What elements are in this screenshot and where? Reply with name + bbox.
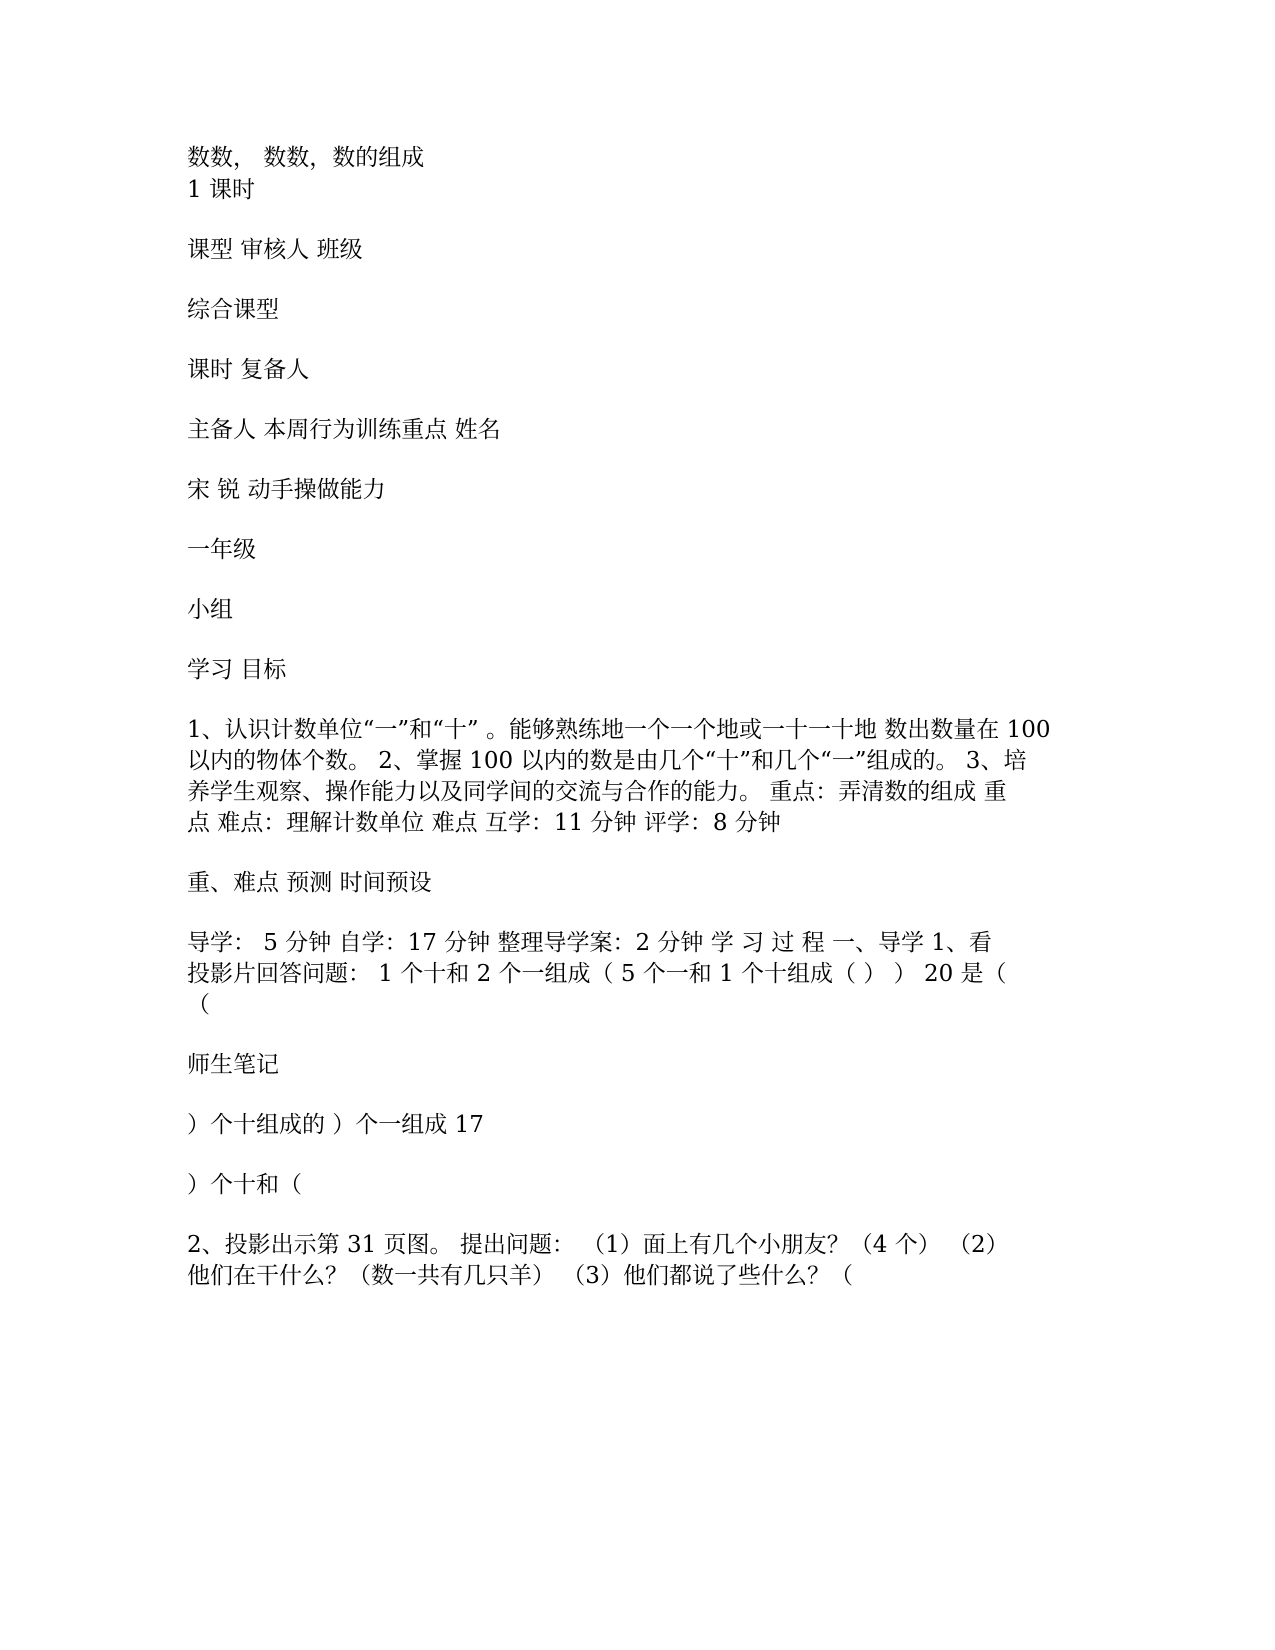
process-line: （ bbox=[187, 992, 210, 1018]
objectives-heading: 学习 目标 bbox=[187, 657, 287, 683]
objectives-line: 点 难点：理解计数单位 难点 互学：11 分钟 评学：8 分钟 bbox=[187, 810, 781, 836]
header-row-type-reviewer-class: 课型 审核人 班级 bbox=[187, 237, 363, 263]
objectives-line: 1、认识计数单位“一”和“十” 。能够熟练地一个一个地或一十一十地 数出数量在 100 bbox=[187, 717, 1051, 743]
grade: 一年级 bbox=[187, 537, 256, 563]
course-type: 综合课型 bbox=[187, 297, 279, 323]
header-row-main-preparer: 主备人 本周行为训练重点 姓名 bbox=[187, 417, 501, 443]
objectives-line: 养学生观察、操作能力以及同学间的交流与合作的能力。 重点：弄清数的组成 重 bbox=[187, 779, 1007, 805]
preparer-row: 宋 锐 动手操做能力 bbox=[187, 477, 386, 503]
key-points-heading: 重、难点 预测 时间预设 bbox=[187, 870, 432, 896]
objectives-line: 以内的物体个数。 2、掌握 100 以内的数是由几个“十”和几个“一”组成的。 3、培 bbox=[187, 748, 1027, 774]
group: 小组 bbox=[187, 597, 233, 623]
fill-in-line: ）个十和（ bbox=[187, 1172, 302, 1198]
question-line: 2、投影出示第 31 页图。 提出问题： （1）面上有几个小朋友？（4 个） （2） bbox=[187, 1232, 1009, 1258]
document-title: 数数， 数数，数的组成 bbox=[187, 145, 425, 171]
lesson-count: 1 课时 bbox=[187, 177, 255, 203]
process-line: 投影片回答问题： 1 个十和 2 个一组成（ 5 个一和 1 个十组成（ ） ） 20 是（ bbox=[187, 961, 1007, 987]
fill-in-line: ）个十组成的 ）个一组成 17 bbox=[187, 1112, 484, 1138]
question-line: 他们在干什么？（数一共有几只羊） （3）他们都说了些什么？（ bbox=[187, 1263, 853, 1289]
notes-heading: 师生笔记 bbox=[187, 1052, 279, 1078]
process-line: 导学： 5 分钟 自学：17 分钟 整理导学案：2 分钟 学 习 过 程 一、导学 1、看 bbox=[187, 930, 992, 956]
header-row-hours-co-preparer: 课时 复备人 bbox=[187, 357, 310, 383]
